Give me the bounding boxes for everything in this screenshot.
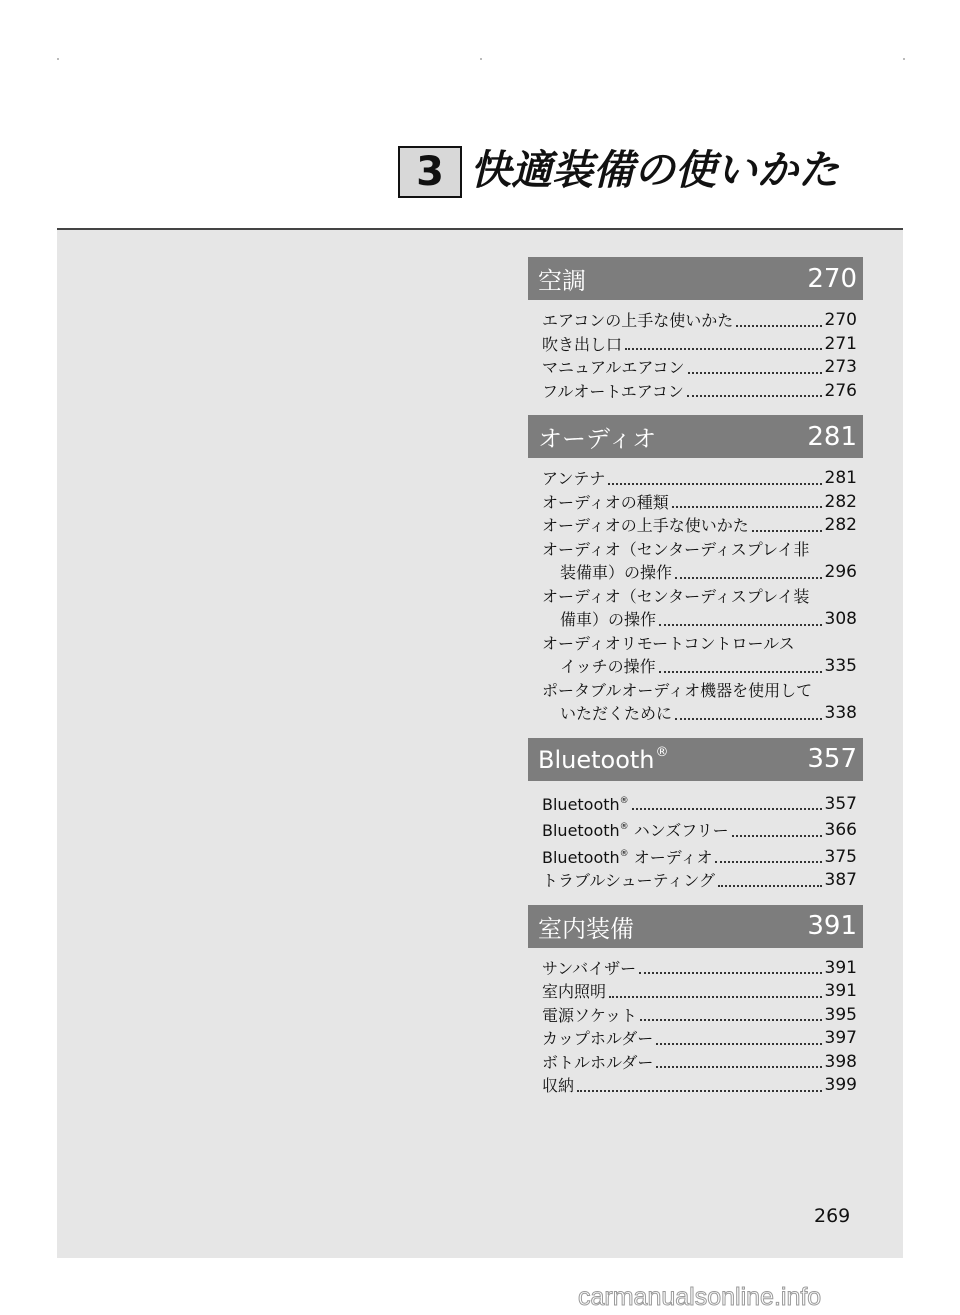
- entry-page: 335: [824, 656, 857, 676]
- entry-label-line2: いただくために: [560, 704, 673, 723]
- toc-entry[interactable]: [542, 356, 857, 380]
- entry-label: [542, 467, 605, 491]
- toc-section: [528, 257, 863, 415]
- section-header[interactable]: [528, 738, 863, 781]
- entry-label: [542, 980, 606, 1004]
- section-title: [538, 261, 586, 296]
- dot-leader: [687, 395, 822, 397]
- toc-entry[interactable]: [542, 790, 857, 817]
- dot-leader: [609, 996, 822, 998]
- entry-label: [542, 380, 684, 404]
- section-page: 281: [807, 421, 857, 452]
- toc-entry[interactable]: [542, 585, 857, 632]
- entry-label-text: Bluetooth: [542, 847, 620, 867]
- entry-label: [542, 309, 733, 333]
- entry-page: 397: [824, 1028, 857, 1048]
- dot-leader: [672, 506, 822, 508]
- entry-page: 398: [824, 1051, 857, 1072]
- dot-leader: [632, 808, 822, 810]
- crop-mark: [480, 58, 482, 60]
- entry-label: [542, 1074, 574, 1098]
- toc-entry[interactable]: [542, 333, 857, 357]
- entry-label-text: フルオートエアコン: [542, 381, 684, 401]
- entry-label-text: ボトルホルダー: [542, 1052, 654, 1072]
- entry-label-line2: 装備車）の操作: [560, 563, 673, 582]
- dot-leader: [715, 861, 821, 863]
- toc-entry[interactable]: [542, 632, 857, 679]
- entry-label-text: トラブルシューティング: [542, 871, 716, 890]
- dot-leader: [640, 1019, 822, 1021]
- entry-page: 357: [824, 793, 857, 814]
- dot-leader: [659, 671, 822, 673]
- section-items: [528, 300, 863, 415]
- entry-page: 391: [824, 981, 857, 1001]
- dot-leader: [736, 325, 821, 327]
- entry-line2: [542, 561, 857, 585]
- registered-mark: ®: [619, 795, 629, 806]
- toc-entry[interactable]: [542, 869, 857, 893]
- section-items: [528, 781, 863, 905]
- entry-label-line1: オーディオ（センターディスプレイ非: [542, 539, 810, 559]
- toc-entry[interactable]: [542, 309, 857, 333]
- entry-label-text: 収納: [542, 1076, 575, 1095]
- dot-leader: [656, 1043, 821, 1045]
- entry-label-line2: 備車）の操作: [560, 610, 657, 629]
- toc-entry[interactable]: [542, 1051, 857, 1075]
- toc-entry[interactable]: [542, 380, 857, 404]
- section-page: 270: [807, 263, 857, 294]
- entry-label-text: 電源ソケット: [542, 1005, 638, 1025]
- entry-page: 338: [824, 703, 857, 723]
- section-items: [528, 458, 863, 738]
- toc-entry[interactable]: [542, 1004, 857, 1028]
- section-page: 357: [807, 744, 857, 774]
- entry-page: 387: [824, 870, 857, 890]
- toc-entry[interactable]: [542, 514, 857, 538]
- dot-leader: [718, 885, 822, 887]
- section-items: [528, 948, 863, 1110]
- crop-mark: [57, 58, 59, 60]
- entry-page: 282: [824, 491, 857, 512]
- dot-leader: [577, 1090, 822, 1092]
- dot-leader: [675, 718, 822, 720]
- entry-page: 282: [824, 515, 857, 535]
- dot-leader: [752, 530, 822, 532]
- entry-label-text: 吹き出し口: [542, 334, 623, 354]
- entry-line2: [542, 702, 857, 726]
- entry-label: [542, 816, 729, 843]
- entry-label: [542, 333, 622, 357]
- entry-page: 399: [824, 1075, 857, 1095]
- entry-label-text: 室内照明: [542, 982, 607, 1001]
- chapter-number: 3: [398, 146, 462, 198]
- toc-entry[interactable]: [542, 491, 857, 515]
- section-title-text: 空調: [538, 267, 586, 295]
- entry-label: [542, 843, 712, 870]
- section-title-text: 室内装備: [538, 914, 634, 943]
- entry-label-text: アンテナ: [542, 469, 606, 488]
- registered-mark: ®: [619, 822, 629, 832]
- crop-mark: [903, 58, 905, 60]
- toc-entry[interactable]: [542, 679, 857, 726]
- dot-leader: [675, 577, 822, 579]
- entry-label: [542, 1004, 637, 1028]
- section-title: [538, 909, 634, 944]
- entry-page: 375: [824, 846, 857, 867]
- entry-page: 308: [824, 609, 857, 629]
- entry-label-text: Bluetooth: [542, 821, 620, 840]
- entry-label-line1: オーディオ（センターディスプレイ装: [542, 586, 810, 606]
- registered-mark: ®: [619, 848, 629, 859]
- entry-label: [542, 1027, 653, 1051]
- section-title: [538, 745, 669, 774]
- toc-entry[interactable]: [542, 538, 857, 585]
- dot-leader: [732, 835, 822, 837]
- entry-page: 276: [824, 380, 857, 401]
- dot-leader: [688, 372, 822, 374]
- entry-label: [542, 957, 636, 981]
- svg-text:carmanualsonline.info: carmanualsonline.info: [578, 1283, 822, 1311]
- dot-leader: [625, 348, 822, 350]
- page-number: 269: [814, 1205, 851, 1227]
- toc-entry[interactable]: [542, 1027, 857, 1051]
- entry-label: [542, 869, 715, 893]
- entry-page: 281: [824, 468, 857, 488]
- toc-entry[interactable]: [542, 1074, 857, 1098]
- entry-label-line2: イッチの操作: [560, 657, 656, 676]
- toc-entry[interactable]: [542, 980, 857, 1004]
- dot-leader: [639, 972, 821, 974]
- entry-page: 271: [824, 333, 857, 354]
- chapter-title: 快適装備の使いかた: [470, 146, 839, 194]
- entry-label-line1: オーディオリモートコントロールス: [542, 633, 795, 653]
- entry-page: 366: [824, 820, 857, 840]
- entry-page: 270: [824, 310, 857, 330]
- entry-label-text: オーディオの種類: [542, 492, 669, 512]
- entry-label-text: マニュアルエアコン: [542, 358, 685, 377]
- entry-page: 391: [824, 957, 857, 978]
- table-of-contents: [528, 257, 863, 1110]
- section-title-text: Bluetooth: [538, 745, 655, 774]
- watermark-logo: [578, 1283, 958, 1311]
- toc-section: [528, 415, 863, 738]
- dot-leader: [656, 1066, 821, 1068]
- entry-line2: [542, 608, 857, 632]
- entry-label-text: オーディオの上手な使いかた: [542, 516, 749, 535]
- entry-page: 395: [824, 1004, 857, 1025]
- dot-leader: [608, 483, 821, 485]
- entry-label: [542, 514, 749, 538]
- section-header[interactable]: [528, 905, 863, 948]
- entry-label-text: サンバイザー: [542, 958, 637, 978]
- section-title-text: オーディオ: [538, 425, 657, 453]
- registered-mark: ®: [655, 744, 669, 760]
- entry-label-suffix: ハンズフリー: [628, 821, 729, 840]
- toc-entry[interactable]: [542, 467, 857, 491]
- dot-leader: [659, 624, 822, 626]
- entry-label-text: Bluetooth: [542, 794, 620, 814]
- entry-page: 273: [824, 357, 857, 377]
- toc-entry[interactable]: [542, 957, 857, 981]
- section-header[interactable]: [528, 415, 863, 458]
- entry-label: [542, 356, 685, 380]
- toc-entry[interactable]: [542, 843, 857, 870]
- entry-label-text: カップホルダー: [542, 1029, 654, 1048]
- entry-label: [542, 790, 629, 817]
- entry-label: [542, 491, 669, 515]
- entry-label-line1: ポータブルオーディオ機器を使用して: [542, 680, 813, 700]
- toc-section: [528, 738, 863, 905]
- entry-label: [542, 1051, 653, 1075]
- toc-section: [528, 905, 863, 1110]
- section-title: [538, 419, 656, 454]
- toc-entry[interactable]: [542, 816, 857, 843]
- entry-page: 296: [824, 562, 857, 582]
- section-page: 391: [807, 911, 857, 941]
- entry-label-text: エアコンの上手な使いかた: [542, 311, 734, 330]
- entry-label-suffix: オーディオ: [628, 847, 713, 867]
- entry-line2: [542, 655, 857, 679]
- section-header[interactable]: [528, 257, 863, 300]
